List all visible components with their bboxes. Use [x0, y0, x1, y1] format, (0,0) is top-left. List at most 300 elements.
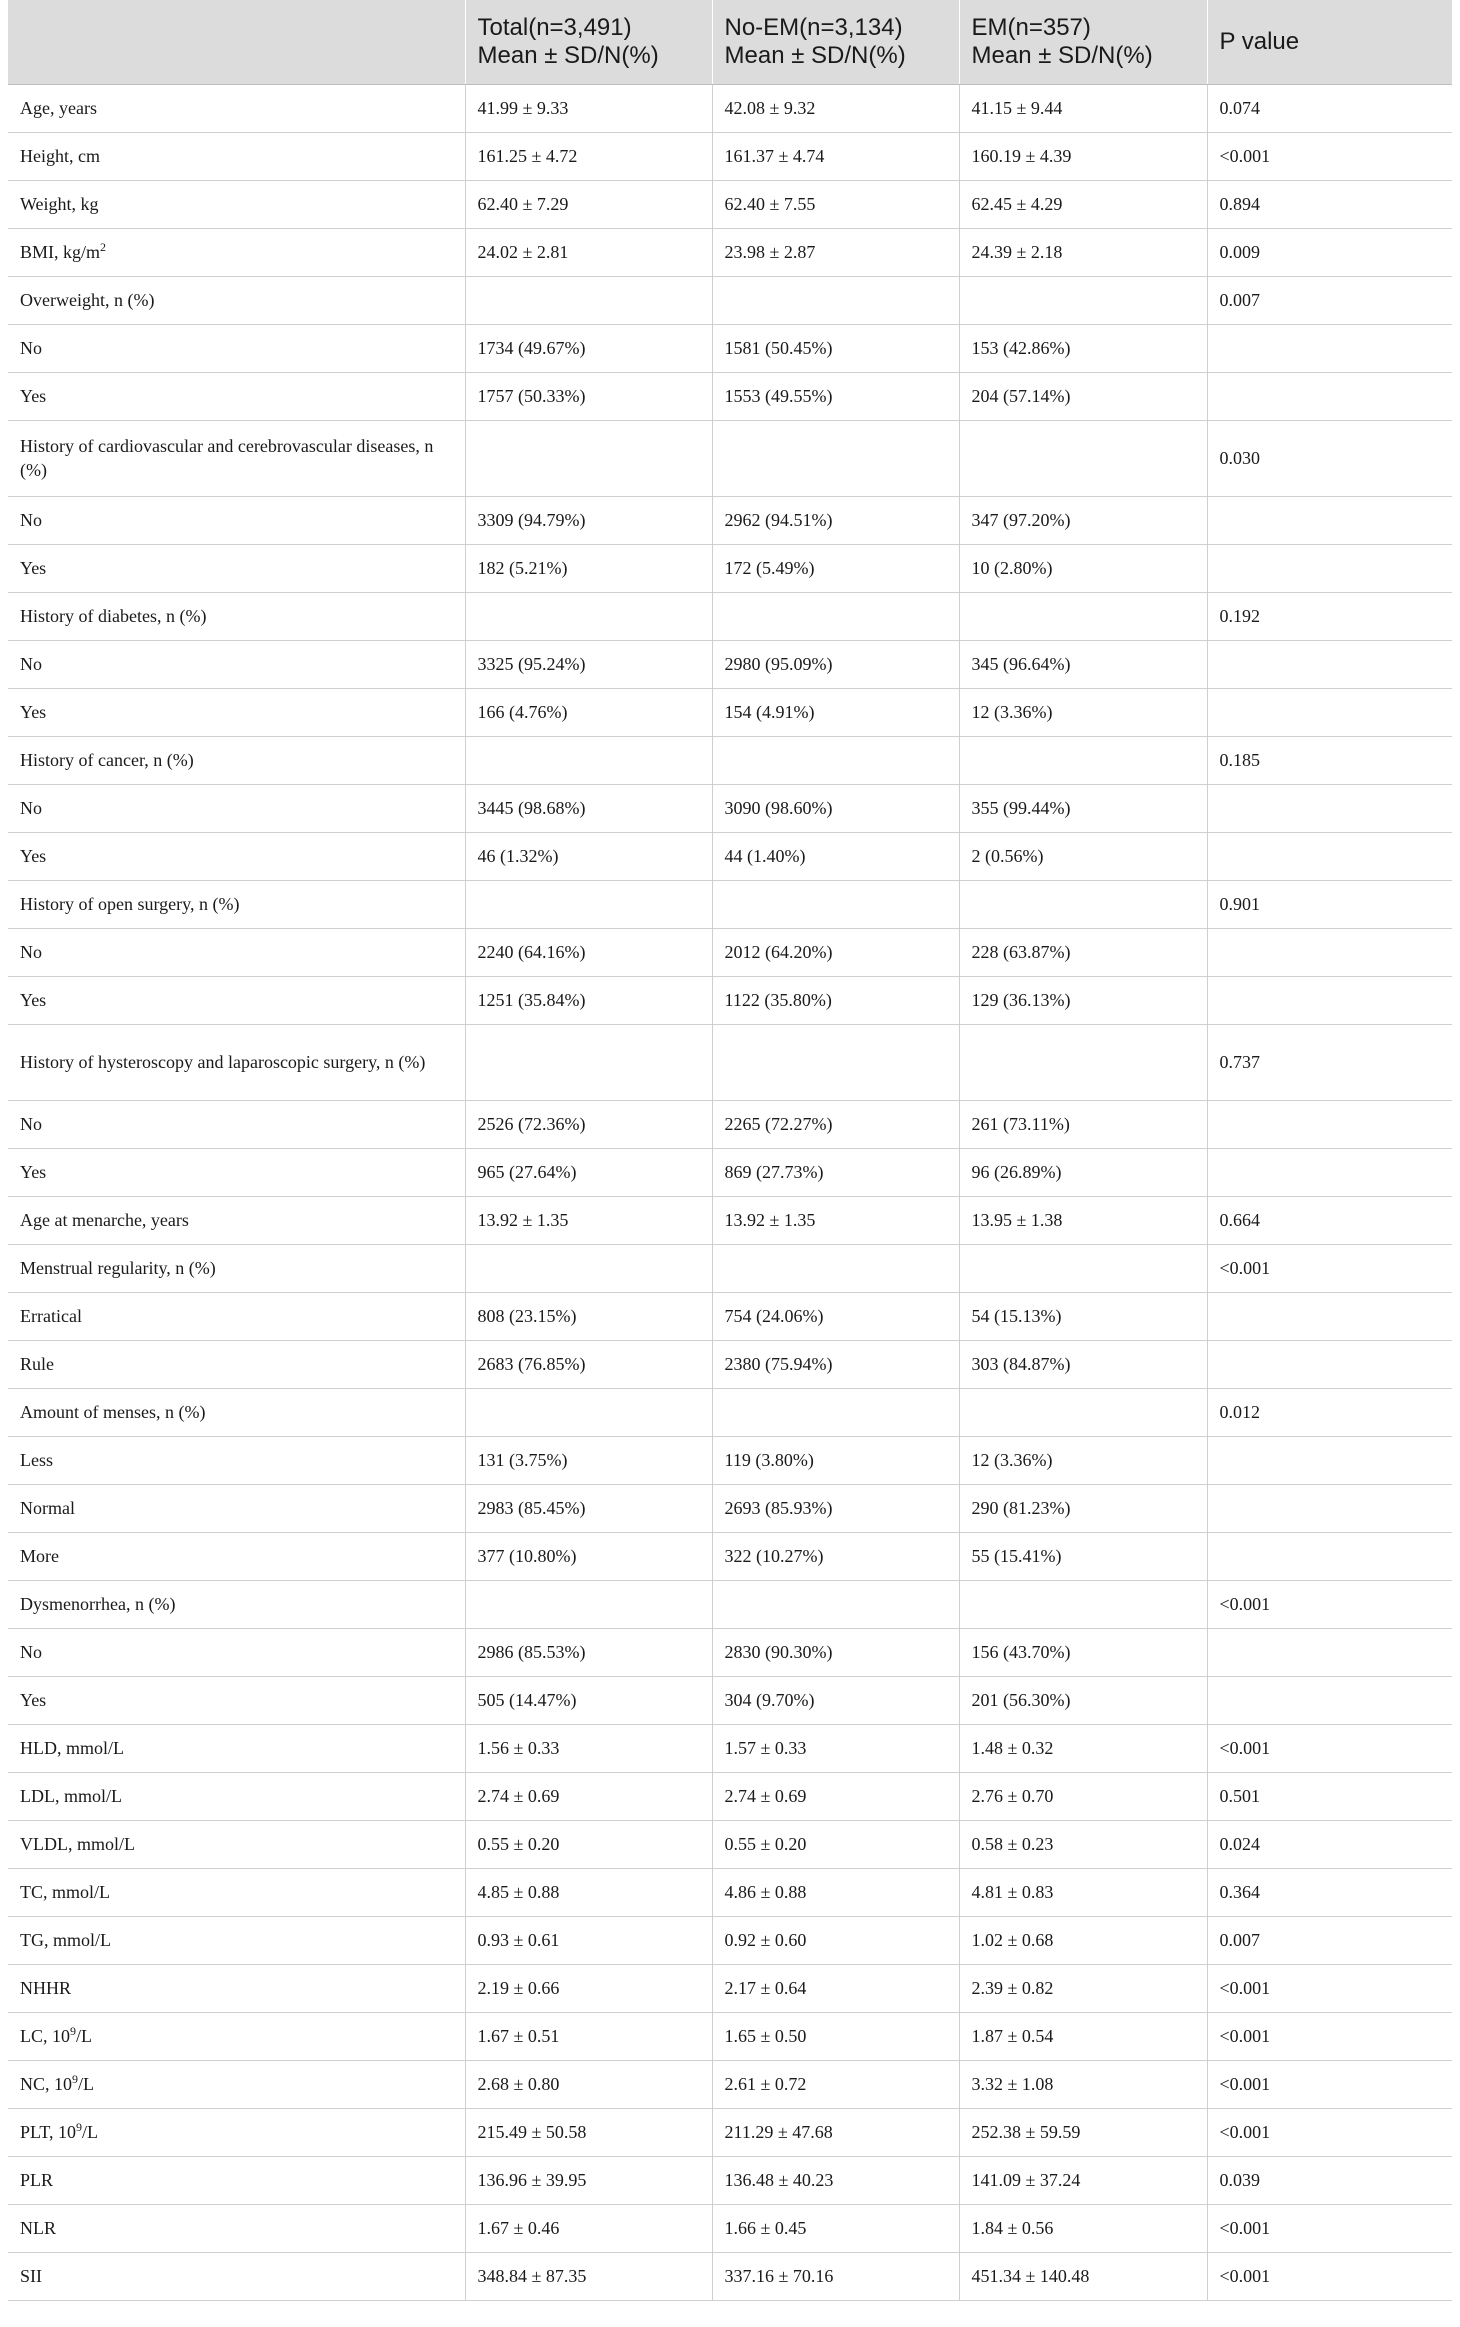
cell-p-value: [1207, 496, 1452, 544]
table-row: [8, 1292, 1452, 1340]
row-label-text: Height, cm: [20, 146, 100, 166]
cell-em: 1.48 ± 0.32: [959, 1724, 1207, 1772]
cell-p-value: [1207, 976, 1452, 1024]
row-label-text: NLR: [20, 2218, 56, 2238]
header-variable: [8, 0, 465, 84]
cell-no-em: 2962 (94.51%): [712, 496, 959, 544]
cell-em: 156 (43.70%): [959, 1628, 1207, 1676]
cell-no-em: [712, 276, 959, 324]
table-row: [8, 2204, 1452, 2252]
row-label-text: Dysmenorrhea, n (%): [20, 1594, 176, 1614]
cell-no-em: [712, 592, 959, 640]
cell-em: [959, 1388, 1207, 1436]
cell-em: 290 (81.23%): [959, 1484, 1207, 1532]
table-row: [8, 1580, 1452, 1628]
cell-em: 228 (63.87%): [959, 928, 1207, 976]
row-label: [8, 1820, 465, 1868]
cell-no-em: [712, 880, 959, 928]
cell-no-em: 1553 (49.55%): [712, 372, 959, 420]
row-label-text: No: [20, 798, 42, 818]
table-row: [8, 2108, 1452, 2156]
cell-em: 54 (15.13%): [959, 1292, 1207, 1340]
cell-em: 201 (56.30%): [959, 1676, 1207, 1724]
cell-em: 0.58 ± 0.23: [959, 1820, 1207, 1868]
cell-p-value: 0.501: [1207, 1772, 1452, 1820]
cell-total: 348.84 ± 87.35: [465, 2252, 712, 2300]
table-row: [8, 592, 1452, 640]
table-row: [8, 1964, 1452, 2012]
table-row: [8, 2156, 1452, 2204]
header-total-title: Total(n=3,491): [477, 13, 632, 41]
row-label-superscript: 9: [76, 2120, 83, 2134]
cell-no-em: 13.92 ± 1.35: [712, 1196, 959, 1244]
row-label-text: PLT, 10: [20, 2122, 77, 2142]
row-label-text: No: [20, 1642, 42, 1662]
cell-no-em: 2693 (85.93%): [712, 1484, 959, 1532]
cell-total: 3445 (98.68%): [465, 784, 712, 832]
row-label-text: History of diabetes, n (%): [20, 606, 207, 626]
row-label: [8, 1388, 465, 1436]
row-label: [8, 228, 465, 276]
cell-p-value: 0.894: [1207, 180, 1452, 228]
cell-p-value: [1207, 544, 1452, 592]
row-label-text: Less: [20, 1450, 53, 1470]
table-row: [8, 736, 1452, 784]
table-row: [8, 1772, 1452, 1820]
cell-total: [465, 592, 712, 640]
table-row: [8, 1100, 1452, 1148]
cell-total: 2983 (85.45%): [465, 1484, 712, 1532]
table-row: [8, 1196, 1452, 1244]
cell-total: 161.25 ± 4.72: [465, 132, 712, 180]
cell-p-value: <0.001: [1207, 2108, 1452, 2156]
cell-p-value: [1207, 784, 1452, 832]
table-row: [8, 276, 1452, 324]
cell-total: 0.93 ± 0.61: [465, 1916, 712, 1964]
row-label: [8, 324, 465, 372]
row-label-unit: /L: [82, 2122, 99, 2142]
cell-total: 136.96 ± 39.95: [465, 2156, 712, 2204]
row-label-text: Yes: [20, 386, 47, 406]
cell-no-em: 42.08 ± 9.32: [712, 84, 959, 132]
row-label-text: Yes: [20, 702, 47, 722]
header-em: [959, 0, 1207, 84]
cell-em: 10 (2.80%): [959, 544, 1207, 592]
cell-no-em: 119 (3.80%): [712, 1436, 959, 1484]
table-row: [8, 180, 1452, 228]
table-row: [8, 228, 1452, 276]
cell-p-value: <0.001: [1207, 1724, 1452, 1772]
cell-total: 1.67 ± 0.46: [465, 2204, 712, 2252]
row-label: [8, 132, 465, 180]
row-label: [8, 1676, 465, 1724]
row-label: [8, 84, 465, 132]
row-label-text: NHHR: [20, 1978, 72, 1998]
cell-em: 2.39 ± 0.82: [959, 1964, 1207, 2012]
cell-no-em: [712, 1388, 959, 1436]
table-row: [8, 496, 1452, 544]
row-label-text: No: [20, 654, 42, 674]
row-label-text: Weight, kg: [20, 194, 99, 214]
cell-no-em: 1.65 ± 0.50: [712, 2012, 959, 2060]
cell-em: 252.38 ± 59.59: [959, 2108, 1207, 2156]
row-label: [8, 832, 465, 880]
header-no-em: [712, 0, 959, 84]
row-label: [8, 736, 465, 784]
table-row: [8, 1820, 1452, 1868]
row-label: [8, 1292, 465, 1340]
cell-em: 1.02 ± 0.68: [959, 1916, 1207, 1964]
table-row: [8, 928, 1452, 976]
header-em-title: EM(n=357): [971, 13, 1091, 41]
cell-p-value: [1207, 372, 1452, 420]
row-label: [8, 2156, 465, 2204]
header-total: [465, 0, 712, 84]
cell-total: [465, 276, 712, 324]
cell-total: 377 (10.80%): [465, 1532, 712, 1580]
cell-p-value: 0.074: [1207, 84, 1452, 132]
cell-total: [465, 1580, 712, 1628]
row-label: [8, 1024, 465, 1100]
cell-em: [959, 880, 1207, 928]
row-label-text: TG, mmol/L: [20, 1930, 111, 1950]
row-label: [8, 372, 465, 420]
row-label: [8, 880, 465, 928]
row-label-text: History of cancer, n (%): [20, 750, 194, 770]
table-row: [8, 1388, 1452, 1436]
row-label-text: Amount of menses, n (%): [20, 1402, 206, 1422]
cell-total: [465, 420, 712, 496]
row-label: [8, 688, 465, 736]
cell-no-em: 2.74 ± 0.69: [712, 1772, 959, 1820]
cell-p-value: <0.001: [1207, 1244, 1452, 1292]
row-label-text: PLR: [20, 2170, 54, 2190]
table-row: [8, 1628, 1452, 1676]
cell-p-value: <0.001: [1207, 2060, 1452, 2108]
row-label-text: More: [20, 1546, 59, 1566]
cell-total: 24.02 ± 2.81: [465, 228, 712, 276]
table-row: [8, 688, 1452, 736]
cell-p-value: <0.001: [1207, 2252, 1452, 2300]
cell-em: 12 (3.36%): [959, 1436, 1207, 1484]
row-label-text: LC, 10: [20, 2026, 71, 2046]
cell-em: 1.87 ± 0.54: [959, 2012, 1207, 2060]
row-label-text: History of open surgery, n (%): [20, 894, 240, 914]
cell-em: 2.76 ± 0.70: [959, 1772, 1207, 1820]
cell-no-em: 2980 (95.09%): [712, 640, 959, 688]
cell-p-value: 0.024: [1207, 1820, 1452, 1868]
cell-p-value: 0.192: [1207, 592, 1452, 640]
cell-no-em: [712, 1024, 959, 1100]
row-label-text: SII: [20, 2266, 42, 2286]
cell-total: 0.55 ± 0.20: [465, 1820, 712, 1868]
cell-total: 1251 (35.84%): [465, 976, 712, 1024]
row-label: [8, 1100, 465, 1148]
cell-total: 2.74 ± 0.69: [465, 1772, 712, 1820]
cell-no-em: 2265 (72.27%): [712, 1100, 959, 1148]
row-label-text: Age, years: [20, 98, 97, 118]
row-label: [8, 784, 465, 832]
cell-p-value: 0.030: [1207, 420, 1452, 496]
cell-no-em: 1122 (35.80%): [712, 976, 959, 1024]
cell-total: 1734 (49.67%): [465, 324, 712, 372]
cell-total: [465, 1244, 712, 1292]
cell-em: [959, 1024, 1207, 1100]
row-label: [8, 1340, 465, 1388]
cell-p-value: [1207, 1100, 1452, 1148]
cell-total: 505 (14.47%): [465, 1676, 712, 1724]
table-body: [8, 84, 1452, 2300]
cell-em: 2 (0.56%): [959, 832, 1207, 880]
cell-total: 965 (27.64%): [465, 1148, 712, 1196]
cell-em: [959, 592, 1207, 640]
row-label-text: Menstrual regularity, n (%): [20, 1258, 216, 1278]
row-label-text: Erratical: [20, 1306, 82, 1326]
row-label-text: NC, 10: [20, 2074, 73, 2094]
cell-total: 182 (5.21%): [465, 544, 712, 592]
cell-em: 55 (15.41%): [959, 1532, 1207, 1580]
row-label-text: No: [20, 338, 42, 358]
cell-p-value: [1207, 1148, 1452, 1196]
row-label-text: History of hysteroscopy and laparoscopic surgery, n (%): [20, 1052, 426, 1072]
row-label-text: Rule: [20, 1354, 54, 1374]
cell-total: 166 (4.76%): [465, 688, 712, 736]
row-label-text: Yes: [20, 1690, 47, 1710]
cell-em: 303 (84.87%): [959, 1340, 1207, 1388]
cell-total: 13.92 ± 1.35: [465, 1196, 712, 1244]
cell-p-value: 0.007: [1207, 1916, 1452, 1964]
row-label-text: No: [20, 942, 42, 962]
cell-total: 1757 (50.33%): [465, 372, 712, 420]
cell-p-value: [1207, 1340, 1452, 1388]
cell-em: 347 (97.20%): [959, 496, 1207, 544]
cell-no-em: 136.48 ± 40.23: [712, 2156, 959, 2204]
table-row: [8, 2060, 1452, 2108]
cell-no-em: 1581 (50.45%): [712, 324, 959, 372]
cell-p-value: 0.007: [1207, 276, 1452, 324]
cell-total: 41.99 ± 9.33: [465, 84, 712, 132]
cell-p-value: 0.012: [1207, 1388, 1452, 1436]
row-label-text: VLDL, mmol/L: [20, 1834, 135, 1854]
cell-no-em: 1.57 ± 0.33: [712, 1724, 959, 1772]
row-label-unit: /L: [78, 2074, 95, 2094]
cell-no-em: 2.17 ± 0.64: [712, 1964, 959, 2012]
cell-p-value: 0.364: [1207, 1868, 1452, 1916]
cell-total: [465, 1024, 712, 1100]
cell-no-em: 337.16 ± 70.16: [712, 2252, 959, 2300]
table-row: [8, 1868, 1452, 1916]
cell-no-em: 172 (5.49%): [712, 544, 959, 592]
table-row: [8, 1148, 1452, 1196]
row-label: [8, 2060, 465, 2108]
row-label-text: Yes: [20, 558, 47, 578]
row-label: [8, 1532, 465, 1580]
cell-no-em: 211.29 ± 47.68: [712, 2108, 959, 2156]
cell-p-value: [1207, 832, 1452, 880]
table-row: [8, 640, 1452, 688]
cell-total: 3309 (94.79%): [465, 496, 712, 544]
cell-no-em: 161.37 ± 4.74: [712, 132, 959, 180]
row-label-text: No: [20, 510, 42, 530]
row-label: [8, 1916, 465, 1964]
baseline-characteristics-table: [8, 0, 1452, 2301]
header-em-subtitle: Mean ± SD/N(%): [971, 41, 1153, 69]
table-row: [8, 132, 1452, 180]
cell-p-value: [1207, 324, 1452, 372]
row-label-text: Age at menarche, years: [20, 1210, 189, 1230]
cell-total: 62.40 ± 7.29: [465, 180, 712, 228]
cell-no-em: 2.61 ± 0.72: [712, 2060, 959, 2108]
row-label: [8, 496, 465, 544]
table-header: [8, 0, 1452, 84]
cell-no-em: 3090 (98.60%): [712, 784, 959, 832]
row-label: [8, 1436, 465, 1484]
cell-p-value: [1207, 1484, 1452, 1532]
cell-em: 12 (3.36%): [959, 688, 1207, 736]
cell-em: 345 (96.64%): [959, 640, 1207, 688]
cell-em: 451.34 ± 140.48: [959, 2252, 1207, 2300]
row-label: [8, 592, 465, 640]
cell-em: [959, 1244, 1207, 1292]
cell-p-value: 0.039: [1207, 2156, 1452, 2204]
cell-total: 46 (1.32%): [465, 832, 712, 880]
row-label: [8, 640, 465, 688]
header-no-em-title: No-EM(n=3,134): [724, 13, 903, 41]
cell-p-value: <0.001: [1207, 132, 1452, 180]
cell-no-em: 44 (1.40%): [712, 832, 959, 880]
cell-total: 3325 (95.24%): [465, 640, 712, 688]
row-label-superscript: 2: [100, 240, 107, 254]
cell-p-value: 0.901: [1207, 880, 1452, 928]
cell-em: 141.09 ± 37.24: [959, 2156, 1207, 2204]
cell-em: 153 (42.86%): [959, 324, 1207, 372]
cell-total: 2.19 ± 0.66: [465, 1964, 712, 2012]
row-label-text: Overweight, n (%): [20, 290, 155, 310]
cell-total: [465, 1388, 712, 1436]
row-label-text: LDL, mmol/L: [20, 1786, 122, 1806]
table-row: [8, 1436, 1452, 1484]
row-label-text: Yes: [20, 846, 47, 866]
cell-no-em: 0.92 ± 0.60: [712, 1916, 959, 1964]
row-label: [8, 1628, 465, 1676]
row-label-text: Yes: [20, 990, 47, 1010]
cell-no-em: 1.66 ± 0.45: [712, 2204, 959, 2252]
table-row: [8, 84, 1452, 132]
table-row: [8, 1340, 1452, 1388]
cell-p-value: [1207, 1292, 1452, 1340]
cell-no-em: 322 (10.27%): [712, 1532, 959, 1580]
cell-p-value: [1207, 928, 1452, 976]
cell-p-value: [1207, 1532, 1452, 1580]
cell-total: 2986 (85.53%): [465, 1628, 712, 1676]
row-label-text: Normal: [20, 1498, 75, 1518]
header-total-subtitle: Mean ± SD/N(%): [477, 41, 659, 69]
row-label-superscript: 9: [70, 2024, 77, 2038]
cell-total: 808 (23.15%): [465, 1292, 712, 1340]
row-label-unit: /L: [76, 2026, 93, 2046]
cell-em: 355 (99.44%): [959, 784, 1207, 832]
cell-no-em: 2380 (75.94%): [712, 1340, 959, 1388]
row-label: [8, 1580, 465, 1628]
cell-em: [959, 736, 1207, 784]
row-label: [8, 2204, 465, 2252]
cell-p-value: 0.185: [1207, 736, 1452, 784]
cell-em: 160.19 ± 4.39: [959, 132, 1207, 180]
row-label-text: History of cardiovascular and cerebrovascular diseases, n (%): [20, 436, 434, 480]
cell-em: 129 (36.13%): [959, 976, 1207, 1024]
table-row: [8, 544, 1452, 592]
cell-p-value: 0.737: [1207, 1024, 1452, 1100]
cell-no-em: 23.98 ± 2.87: [712, 228, 959, 276]
cell-no-em: [712, 736, 959, 784]
row-label: [8, 2108, 465, 2156]
row-label: [8, 1148, 465, 1196]
cell-p-value: [1207, 688, 1452, 736]
cell-total: 131 (3.75%): [465, 1436, 712, 1484]
cell-no-em: 869 (27.73%): [712, 1148, 959, 1196]
table-row: [8, 784, 1452, 832]
cell-p-value: [1207, 1676, 1452, 1724]
cell-p-value: <0.001: [1207, 2204, 1452, 2252]
table-row: [8, 1484, 1452, 1532]
cell-no-em: [712, 1244, 959, 1292]
cell-total: [465, 880, 712, 928]
row-label: [8, 180, 465, 228]
table-row: [8, 324, 1452, 372]
cell-no-em: 62.40 ± 7.55: [712, 180, 959, 228]
table-row: [8, 1244, 1452, 1292]
row-label: [8, 2012, 465, 2060]
row-label: [8, 976, 465, 1024]
row-label: [8, 1244, 465, 1292]
cell-no-em: 754 (24.06%): [712, 1292, 959, 1340]
row-label: [8, 544, 465, 592]
cell-em: 4.81 ± 0.83: [959, 1868, 1207, 1916]
cell-em: 62.45 ± 4.29: [959, 180, 1207, 228]
row-label: [8, 2252, 465, 2300]
cell-em: [959, 420, 1207, 496]
table-row: [8, 1916, 1452, 1964]
cell-em: 1.84 ± 0.56: [959, 2204, 1207, 2252]
table-row: [8, 1676, 1452, 1724]
row-label: [8, 276, 465, 324]
cell-no-em: 4.86 ± 0.88: [712, 1868, 959, 1916]
cell-total: [465, 736, 712, 784]
cell-em: 96 (26.89%): [959, 1148, 1207, 1196]
cell-total: 1.56 ± 0.33: [465, 1724, 712, 1772]
row-label: [8, 1868, 465, 1916]
cell-em: 261 (73.11%): [959, 1100, 1207, 1148]
cell-p-value: 0.009: [1207, 228, 1452, 276]
row-label-superscript: 9: [72, 2072, 79, 2086]
table-row: [8, 976, 1452, 1024]
row-label: [8, 928, 465, 976]
row-label-text: HLD, mmol/L: [20, 1738, 124, 1758]
cell-total: 215.49 ± 50.58: [465, 2108, 712, 2156]
row-label: [8, 1772, 465, 1820]
cell-total: 2526 (72.36%): [465, 1100, 712, 1148]
cell-no-em: [712, 420, 959, 496]
cell-p-value: [1207, 1436, 1452, 1484]
cell-em: 3.32 ± 1.08: [959, 2060, 1207, 2108]
table-row: [8, 420, 1452, 496]
header-row: [8, 0, 1452, 84]
cell-no-em: 2012 (64.20%): [712, 928, 959, 976]
cell-em: [959, 1580, 1207, 1628]
row-label: [8, 420, 465, 496]
table-row: [8, 1024, 1452, 1100]
cell-no-em: 2830 (90.30%): [712, 1628, 959, 1676]
